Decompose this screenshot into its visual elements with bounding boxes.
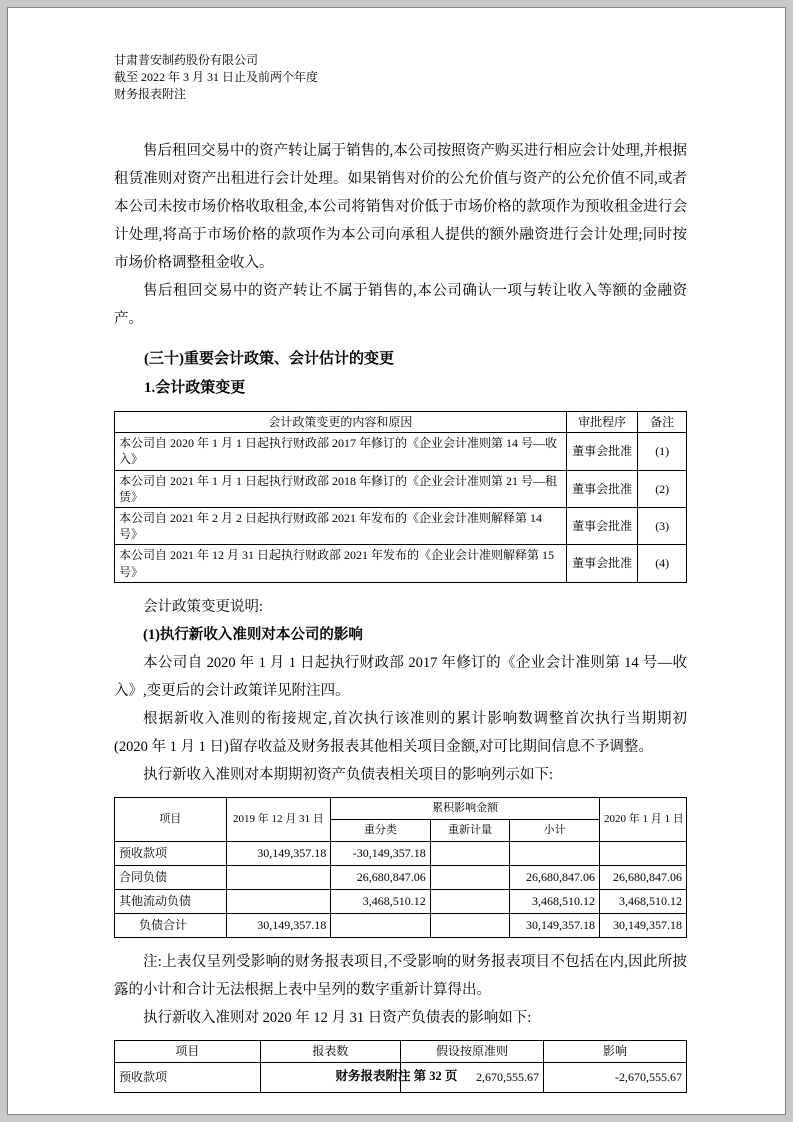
cell-approval: 董事会批准 [566, 545, 638, 582]
impact-heading-new-revenue-standard: (1)执行新收入准则对本公司的影响 [143, 626, 363, 643]
cell-note: (4) [638, 545, 687, 582]
policy-table-header-row [115, 412, 687, 433]
cell-note: (3) [638, 507, 687, 544]
page-footer: 财务报表附注 第 32 页 [335, 1069, 458, 1083]
cell-item: 其他流动负债 [115, 889, 227, 913]
col-header-approval: 审批程序 [566, 412, 638, 433]
paragraph-impact-1: 本公司自 2020 年 1 月 1 日起执行财政部 2017 年修订的《企业会计准则第 14 号—收入》,变更后的会计政策详见附注四。 [114, 654, 687, 699]
document-header [114, 52, 687, 103]
cell-item: 合同负债 [115, 865, 227, 889]
opening-balance-impact-table [114, 797, 687, 938]
col-header-after-date: 2020 年 1 月 1 日 [600, 797, 687, 841]
col-header-item: 项目 [115, 797, 227, 841]
cell-reclass-amount: 26,680,847.06 [331, 865, 431, 889]
col-header-reported: 报表数 [260, 1040, 400, 1062]
paragraph-sale-leaseback-sale: 售后租回交易中的资产转让属于销售的,本公司按照资产购买进行相应会计处理,并根据租赁准则对资产出租进行会计处理。如果销售对价的公允价值与资产的公允价值不同,或者本公司未按市场价格收取租金,本公司将销售对价低于市场价格的款项作为预收租金进行会计处理,将高于市场价格的款项作为本公司向承租人提供的额外融资进行会计处理;同时按市场价格调整租金收入。 [114, 143, 687, 271]
table-note: 注:上表仅呈列受影响的财务报表项目,不受影响的财务报表项目不包括在内,因此所披露的小计和合计无法根据上表中呈列的数字重新计算得出。 [114, 953, 687, 998]
cell-subtotal-amount: 30,149,357.18 [510, 913, 600, 937]
cell-subtotal-amount [510, 841, 600, 865]
cell-reclass-amount: -30,149,357.18 [331, 841, 431, 865]
cell-after-amount [600, 841, 687, 865]
cell-remeasure-amount [430, 841, 510, 865]
cell-subtotal-amount: 26,680,847.06 [510, 865, 600, 889]
paragraph-impact-4: 执行新收入准则对 2020 年 12 月 31 日资产负债表的影响如下: [143, 1009, 532, 1026]
cell-approval: 董事会批准 [566, 470, 638, 507]
cell-before-amount [226, 889, 331, 913]
cell-remeasure-amount [430, 865, 510, 889]
impact-table-row [115, 889, 687, 913]
col-header-impact: 影响 [543, 1040, 686, 1062]
report-period: 截至 2022 年 3 月 31 日止及前两个年度 [114, 70, 319, 84]
cell-after-amount: 3,468,510.12 [600, 889, 687, 913]
document-page [7, 7, 786, 1115]
policy-table-row [115, 470, 687, 507]
bs2020-table-header-row [115, 1040, 687, 1062]
impact-table-header-row-1 [115, 797, 687, 819]
cell-before-amount: 30,149,357.18 [226, 913, 331, 937]
policy-change-table [114, 411, 687, 583]
col-header-original-standard: 假设按原准则 [400, 1040, 543, 1062]
paragraph-impact-2: 根据新收入准则的衔接规定,首次执行该准则的累计影响数调整首次执行当期期初(2020 年 1 月 1 日)留存收益及财务报表其他相关项目金额,对可比期间信息不予调整。 [114, 710, 687, 755]
policy-table-row [115, 433, 687, 470]
cell-change-content: 本公司自 2021 年 2 月 2 日起执行财政部 2021 年发布的《企业会计准则解释第 14 号》 [115, 507, 567, 544]
cell-approval: 董事会批准 [566, 507, 638, 544]
company-name: 甘肃普安制药股份有限公司 [114, 53, 259, 67]
cell-change-content: 本公司自 2020 年 1 月 1 日起执行财政部 2017 年修订的《企业会计准则第 14 号—收入》 [115, 433, 567, 470]
col-header-item: 项目 [115, 1040, 261, 1062]
cell-note: (1) [638, 433, 687, 470]
cell-change-content: 本公司自 2021 年 12 月 31 日起执行财政部 2021 年发布的《企业会计准则解释第 15 号》 [115, 545, 567, 582]
cell-reclass-amount [331, 913, 431, 937]
paragraph-sale-leaseback-not-sale: 售后租回交易中的资产转让不属于销售的,本公司确认一项与转让收入等额的金融资产。 [114, 283, 687, 327]
col-header-note: 备注 [638, 412, 687, 433]
col-header-change-content: 会计政策变更的内容和原因 [115, 412, 567, 433]
col-header-subtotal: 小计 [510, 819, 600, 841]
cell-approval: 董事会批准 [566, 433, 638, 470]
document-title: 财务报表附注 [114, 87, 187, 101]
policy-change-note-label: 会计政策变更说明: [143, 598, 264, 615]
cell-after-amount: 30,149,357.18 [600, 913, 687, 937]
cell-change-content: 本公司自 2021 年 1 月 1 日起执行财政部 2018 年修订的《企业会计准则第 21 号—租赁》 [115, 470, 567, 507]
document-body [114, 137, 687, 1093]
cell-before-amount: 30,149,357.18 [226, 841, 331, 865]
paragraph-impact-3: 执行新收入准则对本期期初资产负债表相关项目的影响列示如下: [143, 766, 554, 783]
cell-original-amount: 2,670,555.67 [400, 1062, 543, 1092]
cell-item: 预收款项 [115, 1062, 261, 1092]
col-header-reclassification: 重分类 [331, 819, 431, 841]
cell-after-amount: 26,680,847.06 [600, 865, 687, 889]
cell-before-amount [226, 865, 331, 889]
subsection-heading-policy-change: 1.会计政策变更 [144, 380, 246, 396]
section-heading-thirty: (三十)重要会计政策、会计估计的变更 [144, 351, 394, 367]
col-header-cumulative-impact: 累积影响金额 [331, 797, 600, 819]
cell-remeasure-amount [430, 913, 510, 937]
cell-note: (2) [638, 470, 687, 507]
cell-item-total: 负债合计 [115, 913, 227, 937]
cell-impact-amount: -2,670,555.67 [543, 1062, 686, 1092]
cell-remeasure-amount [430, 889, 510, 913]
col-header-before-date: 2019 年 12 月 31 日 [226, 797, 331, 841]
cell-reclass-amount: 3,468,510.12 [331, 889, 431, 913]
impact-table-row [115, 841, 687, 865]
impact-table-row [115, 865, 687, 889]
policy-table-row [115, 507, 687, 544]
policy-table-row [115, 545, 687, 582]
cell-subtotal-amount: 3,468,510.12 [510, 889, 600, 913]
impact-table-total-row [115, 913, 687, 937]
col-header-remeasurement: 重新计量 [430, 819, 510, 841]
cell-item: 预收款项 [115, 841, 227, 865]
